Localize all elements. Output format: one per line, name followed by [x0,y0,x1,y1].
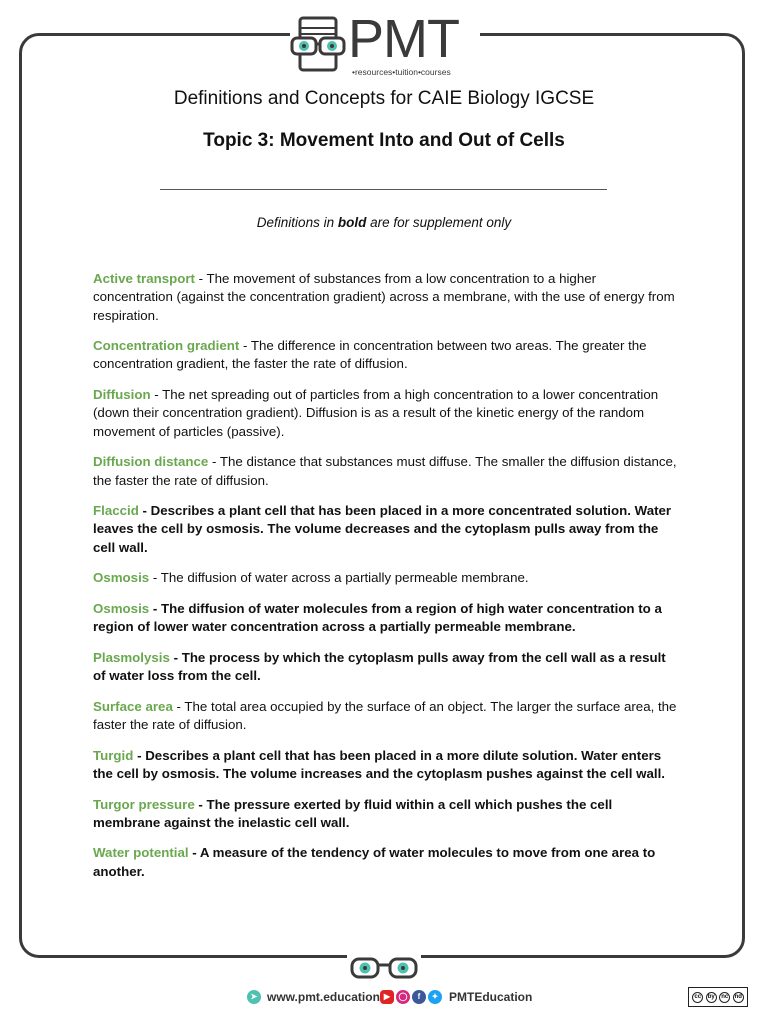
footer-social [380,990,532,1004]
facebook-icon[interactable]: f [412,990,426,1004]
definition-term: Turgid [93,747,134,763]
definition-text: - The process by which the cytoplasm pulls away from the cell wall as a result of water loss from the cell. [93,649,666,684]
definition-entry [93,600,678,637]
definition-term: Active transport [93,271,195,286]
definition-entry [93,698,678,735]
note-prefix: Definitions in [256,215,338,230]
definition-term: Osmosis [93,570,150,586]
note-suffix: are for supplement only [366,215,512,230]
topic-heading: Topic 3: Movement Into and Out of Cells [203,130,565,151]
definition-text: - The movement of substances from a low concentration to a higher concentration (against the concentration gradient) across a membrane, with the use of energy from respiration. [93,271,675,323]
definition-entry [93,649,678,686]
definition-text: - The net spreading out of particles from a high concentration to a lower concentration (down their concentration gradient). Diffusion is as a result of the kinetic energy of the random movement of particles (passive). [93,387,659,439]
definition-entry [93,747,678,784]
by-icon: by [706,992,717,1003]
definition-term: Flaccid [93,503,139,519]
document-title: Definitions and Concepts for CAIE Biology IGCSE [173,88,595,109]
website-link[interactable]: www.pmt.education [267,990,380,1004]
instagram-icon[interactable]: ◯ [396,990,410,1004]
definition-text: - The difference in concentration between two areas. The greater the concentration gradient, the faster the rate of diffusion. [93,338,647,372]
social-handle[interactable]: PMTEducation [449,990,533,1004]
definition-text: - The distance that substances must diffuse. The smaller the diffusion distance, the faster the rate of diffusion. [93,454,677,488]
definition-entry [93,386,678,441]
definition-term: Osmosis [93,600,150,616]
logo-text: PMT [348,9,459,69]
definition-text: - The total area occupied by the surface of an object. The larger the surface area, the faster the rate of diffusion. [93,698,677,733]
definition-term: Surface area [93,698,173,714]
youtube-icon[interactable]: ▶ [380,990,394,1004]
glasses-icon [347,953,421,983]
nd-icon: nd [733,992,744,1003]
definition-entry [93,453,678,490]
definition-entry [93,337,678,374]
definition-entry [93,796,678,833]
cc-icon: cc [692,992,703,1003]
pmt-logo [290,9,480,80]
supplement-note [0,215,768,230]
definition-text: - The diffusion of water across a partially permeable membrane. [149,570,529,586]
book-glasses-icon [290,14,346,76]
definition-term: Turgor pressure [93,796,195,812]
cursor-icon: ➤ [247,990,261,1004]
definition-entry [93,270,678,325]
definition-term: Concentration gradient [93,338,240,354]
definitions-list [93,270,678,893]
definition-text: - The pressure exerted by fluid within a cell which pushes the cell membrane against the inelastic cell wall. [93,796,613,830]
definition-text: - A measure of the tendency of water molecules to move from one area to another. [93,845,656,879]
definition-entry [93,844,678,881]
nc-icon: nc [719,992,730,1003]
definition-entry [93,502,678,557]
definition-term: Plasmolysis [93,649,170,665]
twitter-icon[interactable]: ✦ [428,990,442,1004]
creative-commons-badge [688,987,748,1007]
definition-term: Diffusion distance [93,454,209,470]
note-bold-word: bold [337,215,367,230]
definition-term: Water potential [93,845,189,861]
footer-website[interactable] [247,990,380,1004]
logo-tagline: •resources•tuition•courses [352,67,451,77]
definition-text: - The diffusion of water molecules from a region of high water concentration to a region of lower water concentration across a partially permeable membrane. [93,600,662,635]
definition-text: - Describes a plant cell that has been placed in a more concentrated solution. Water leaves the cell by osmosis. The volume decreases and the cytoplasm pulls away from the cell wall. [93,503,672,555]
definition-entry [93,569,678,587]
divider [160,189,607,190]
definition-text: - Describes a plant cell that has been placed in a more dilute solution. Water enters the cell by osmosis. The volume increases and the cytoplasm pushes against the cell wall. [93,747,665,781]
definition-term: Diffusion [93,387,151,403]
